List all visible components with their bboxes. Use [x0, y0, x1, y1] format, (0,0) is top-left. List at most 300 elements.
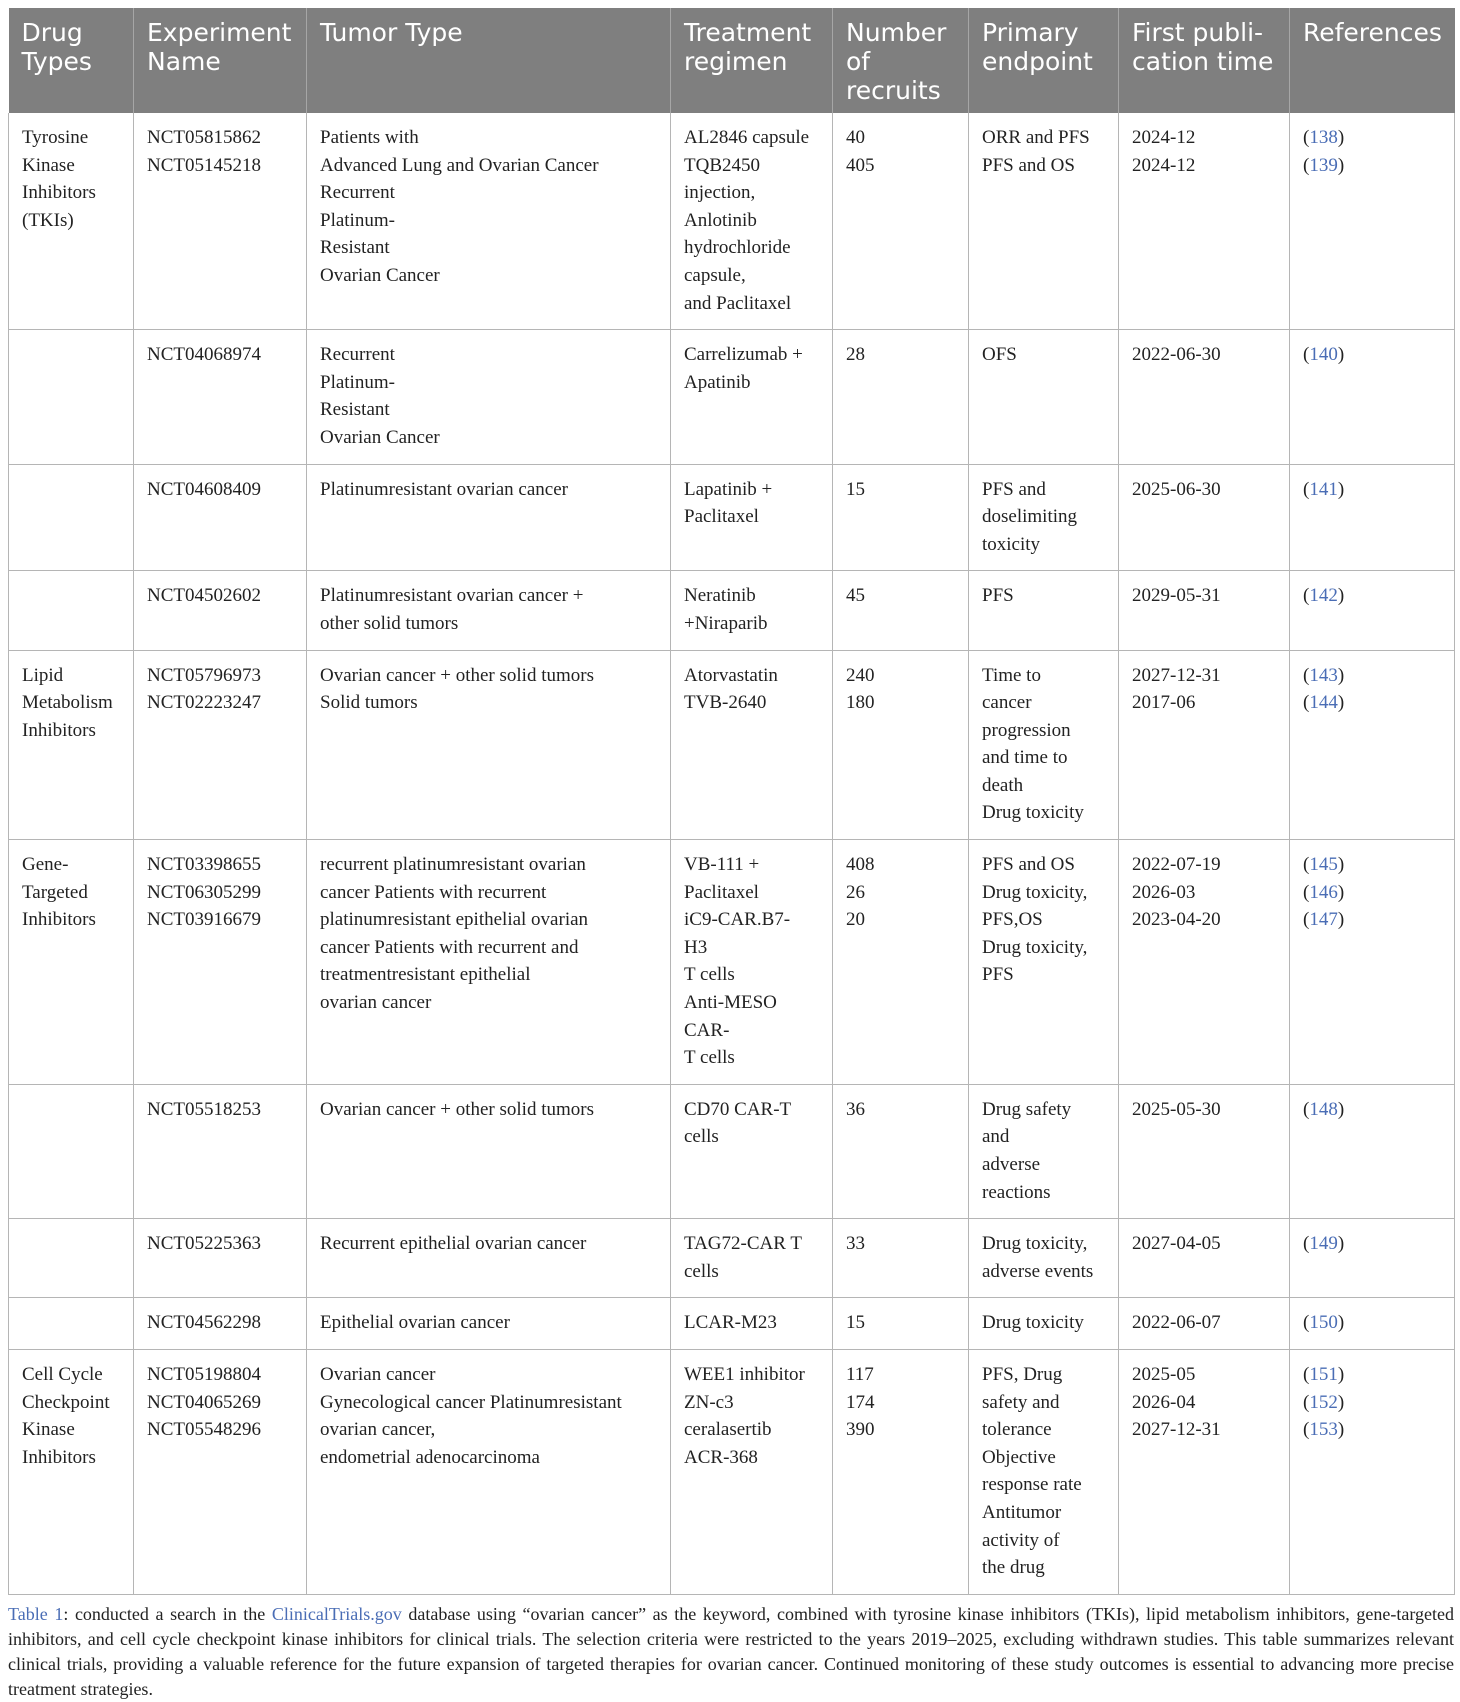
cell-text: OFS — [982, 344, 1017, 366]
column-header-text: of — [846, 47, 871, 76]
cell-text: Anlotinib — [684, 209, 757, 231]
cell-text: platinumresistant epithelial ovarian — [320, 909, 589, 931]
cell-text: 174 — [846, 1391, 875, 1413]
cell-text: Drug toxicity — [982, 1312, 1084, 1334]
cell-text: 2026-04 — [1132, 1391, 1196, 1413]
references-cell — [1290, 330, 1455, 464]
cell-text: Drug safety — [982, 1098, 1072, 1120]
cell-text: capsule, — [684, 264, 746, 286]
publication-time-cell — [1119, 1084, 1290, 1218]
table-row — [9, 1349, 1455, 1594]
cell-text: 2024-12 — [1132, 154, 1196, 176]
cell-text: +Niraparib — [684, 612, 768, 634]
table-container — [8, 8, 1454, 1702]
cell-text: H3 — [684, 936, 708, 958]
reference-link[interactable]: 149 — [1309, 1233, 1338, 1255]
cell-text: 2023-04-20 — [1132, 909, 1221, 931]
treatment-regimen-cell — [671, 1219, 833, 1298]
column-header-text: References — [1303, 18, 1442, 47]
cell-text: 240 — [846, 664, 875, 686]
cell-text: NCT03398655 — [147, 854, 261, 876]
cell-text: Objective — [982, 1446, 1056, 1468]
tumor-type-cell — [307, 1349, 671, 1594]
cell-text: ovarian cancer, — [320, 1419, 436, 1441]
experiment-name-cell — [134, 650, 307, 840]
table-row — [9, 1219, 1455, 1298]
reference-entry: (151) — [1303, 1363, 1345, 1385]
tumor-type-cell — [307, 464, 671, 571]
reference-link[interactable]: 151 — [1309, 1363, 1338, 1385]
cell-text: Resistant — [320, 237, 390, 259]
reference-link[interactable]: 144 — [1309, 692, 1338, 714]
cell-text: CAR- — [684, 1019, 730, 1041]
table-caption — [8, 1602, 1454, 1702]
publication-time-cell — [1119, 840, 1290, 1085]
reference-entry: (142) — [1303, 585, 1345, 607]
cell-text: VB-111 + — [684, 854, 760, 876]
cell-text: PFS — [982, 964, 1014, 986]
cell-text: 2029-05-31 — [1132, 585, 1221, 607]
cell-text: Ovarian cancer — [320, 1363, 436, 1385]
recruits-cell — [833, 1084, 969, 1218]
reference-link[interactable]: 138 — [1309, 127, 1338, 148]
tumor-type-cell — [307, 1298, 671, 1350]
column-header-text: Number — [846, 18, 947, 47]
cell-text: 2025-06-30 — [1132, 478, 1221, 500]
column-header-text: endpoint — [982, 47, 1093, 76]
cell-text: 117 — [846, 1363, 874, 1385]
primary-endpoint-cell — [969, 1298, 1119, 1350]
reference-link[interactable]: 145 — [1309, 854, 1338, 876]
column-header-drug-types — [9, 8, 134, 113]
cell-text: AL2846 capsule — [684, 127, 810, 148]
publication-time-cell — [1119, 650, 1290, 840]
reference-entry: (148) — [1303, 1098, 1345, 1120]
cell-text: Gene- — [22, 854, 69, 876]
cell-text: TQB2450 — [684, 154, 760, 176]
cell-text: Lipid — [22, 664, 64, 686]
reference-entry: (153) — [1303, 1419, 1345, 1441]
cell-text: 2024-12 — [1132, 127, 1196, 148]
cell-text: and time to — [982, 747, 1068, 769]
primary-endpoint-cell — [969, 113, 1119, 330]
cell-text: Inhibitors — [22, 182, 96, 204]
cell-text: doselimiting — [982, 506, 1077, 528]
experiment-name-cell — [134, 113, 307, 330]
cell-text: 2027-12-31 — [1132, 664, 1221, 686]
reference-link[interactable]: 152 — [1309, 1391, 1338, 1413]
cell-text: Epithelial ovarian cancer — [320, 1312, 510, 1334]
cell-text: Metabolism — [22, 692, 113, 714]
column-header-text: cation time — [1132, 47, 1274, 76]
column-header-tumor-type — [307, 8, 671, 113]
tumor-type-cell — [307, 650, 671, 840]
recruits-cell — [833, 330, 969, 464]
cell-text: Atorvastatin — [684, 664, 778, 686]
cell-text: adverse — [982, 1154, 1041, 1175]
cell-text: Drug toxicity, — [982, 881, 1088, 903]
references-cell — [1290, 1298, 1455, 1350]
cell-text: Recurrent epithelial ovarian cancer — [320, 1233, 587, 1255]
cell-text: 2025-05 — [1132, 1363, 1196, 1385]
references-cell — [1290, 650, 1455, 840]
column-header-text: recruits — [846, 76, 941, 105]
drug-type-cell — [9, 330, 134, 464]
cell-text: 40 — [846, 127, 865, 148]
cell-text: 180 — [846, 692, 875, 714]
cell-text: cancer Patients with recurrent and — [320, 936, 579, 958]
cell-text: 15 — [846, 478, 865, 500]
cell-text: LCAR-M23 — [684, 1312, 777, 1334]
cell-text: NCT03916679 — [147, 909, 261, 931]
cell-text: Patients with — [320, 127, 419, 148]
cell-text: the drug — [982, 1557, 1045, 1579]
primary-endpoint-cell — [969, 840, 1119, 1085]
caption-label[interactable]: Table 1 — [8, 1603, 64, 1624]
cell-text: TAG72-CAR T — [684, 1233, 802, 1255]
reference-link[interactable]: 153 — [1309, 1419, 1338, 1441]
cell-text: CD70 CAR-T — [684, 1098, 792, 1120]
publication-time-cell — [1119, 1349, 1290, 1594]
cell-text: ceralasertib — [684, 1419, 772, 1441]
cell-text: 28 — [846, 344, 865, 366]
cell-text: response rate — [982, 1474, 1082, 1496]
cell-text: NCT04562298 — [147, 1312, 261, 1334]
cell-text: NCT05198804 — [147, 1363, 261, 1385]
experiment-name-cell — [134, 464, 307, 571]
reference-entry: (144) — [1303, 692, 1345, 714]
column-header-text: regimen — [684, 47, 788, 76]
recruits-cell — [833, 840, 969, 1085]
cell-text: Inhibitors — [22, 719, 96, 741]
table-row — [9, 650, 1455, 840]
recruits-cell — [833, 1349, 969, 1594]
drug-type-cell — [9, 650, 134, 840]
reference-entry: (143) — [1303, 664, 1345, 686]
reference-link[interactable]: 150 — [1309, 1312, 1338, 1334]
cell-text: Gynecological cancer Platinumresistant — [320, 1391, 622, 1413]
cell-text: Targeted — [22, 881, 88, 903]
references-cell — [1290, 464, 1455, 571]
cell-text: Platinumresistant ovarian cancer — [320, 478, 568, 500]
treatment-regimen-cell — [671, 1298, 833, 1350]
cell-text: NCT02223247 — [147, 692, 261, 714]
caption-text-after-link: database using “ovarian cancer” as the keyword, combined with tyrosine kinase inhibitors (TKIs), lipid metabolism inhibitors, gene-targeted inhibitors, and cell cycle checkpoint kinase inhibitors for clinical trials. The selection criteria were restricted to the years 2019–2025, excluding withdrawn studies. This table summarizes relevant clinical trials, providing a valuable reference for the future expansion of targeted therapies for ovarian cancer. Continued monitoring of these study outcomes is essential to advancing more precise treatment strategies. — [8, 1603, 1454, 1699]
table-body — [9, 113, 1455, 1594]
cell-text: cancer Patients with recurrent — [320, 881, 547, 903]
table-row — [9, 1084, 1455, 1218]
references-cell — [1290, 571, 1455, 650]
cell-text: Platinum- — [320, 371, 395, 393]
recruits-cell — [833, 650, 969, 840]
reference-link[interactable]: 140 — [1309, 344, 1338, 366]
cell-text: NCT06305299 — [147, 881, 261, 903]
tumor-type-cell — [307, 330, 671, 464]
cell-text: Drug toxicity — [982, 802, 1084, 824]
cell-text: treatmentresistant epithelial — [320, 964, 531, 986]
reference-entry: (141) — [1303, 478, 1345, 500]
treatment-regimen-cell — [671, 1084, 833, 1218]
cell-text: (TKIs) — [22, 209, 74, 231]
cell-text: Platinumresistant ovarian cancer + — [320, 585, 584, 607]
reference-entry: (149) — [1303, 1233, 1345, 1255]
cell-text: Checkpoint — [22, 1391, 110, 1413]
publication-time-cell — [1119, 330, 1290, 464]
drug-type-cell — [9, 571, 134, 650]
reference-entry: (140) — [1303, 344, 1345, 366]
recruits-cell — [833, 113, 969, 330]
primary-endpoint-cell — [969, 1084, 1119, 1218]
cell-text: ORR and PFS — [982, 127, 1090, 148]
tumor-type-cell — [307, 113, 671, 330]
recruits-cell — [833, 571, 969, 650]
reference-entry: (150) — [1303, 1312, 1345, 1334]
cell-text: Time to — [982, 664, 1041, 686]
cell-text: toxicity — [982, 533, 1041, 555]
reference-entry: (152) — [1303, 1391, 1345, 1413]
cell-text: PFS and OS — [982, 154, 1075, 176]
cell-text: Cell Cycle — [22, 1363, 103, 1385]
column-header-number-of-recruits — [833, 8, 969, 113]
treatment-regimen-cell — [671, 113, 833, 330]
cell-text: Drug toxicity, — [982, 936, 1088, 958]
cell-text: NCT05225363 — [147, 1233, 261, 1255]
experiment-name-cell — [134, 1349, 307, 1594]
reference-link[interactable]: 143 — [1309, 664, 1338, 686]
cell-text: ACR-368 — [684, 1446, 758, 1468]
publication-time-cell — [1119, 1219, 1290, 1298]
primary-endpoint-cell — [969, 650, 1119, 840]
treatment-regimen-cell — [671, 840, 833, 1085]
experiment-name-cell — [134, 1298, 307, 1350]
tumor-type-cell — [307, 840, 671, 1085]
references-cell — [1290, 1219, 1455, 1298]
primary-endpoint-cell — [969, 1349, 1119, 1594]
drug-type-cell — [9, 1219, 134, 1298]
cell-text: Advanced Lung and Ovarian Cancer — [320, 154, 599, 176]
cell-text: cancer — [982, 692, 1032, 714]
cell-text: ovarian cancer — [320, 992, 432, 1014]
cell-text: 2027-04-05 — [1132, 1233, 1221, 1255]
table-row — [9, 1298, 1455, 1350]
cell-text: T cells — [684, 1047, 735, 1069]
experiment-name-cell — [134, 571, 307, 650]
drug-type-cell — [9, 464, 134, 571]
cell-text: hydrochloride — [684, 237, 791, 259]
column-header-text: Drug — [21, 18, 83, 47]
cell-text: Lapatinib + — [684, 478, 773, 500]
primary-endpoint-cell — [969, 571, 1119, 650]
cell-text: 2022-07-19 — [1132, 854, 1221, 876]
cell-text: cells — [684, 1260, 719, 1282]
cell-text: NCT04065269 — [147, 1391, 261, 1413]
table-row — [9, 464, 1455, 571]
cell-text: Kinase — [22, 1419, 75, 1441]
cell-text: 2025-05-30 — [1132, 1098, 1221, 1120]
cell-text: TVB-2640 — [684, 692, 767, 714]
cell-text: Apatinib — [684, 371, 751, 393]
drug-type-cell — [9, 1349, 134, 1594]
cell-text: NCT04608409 — [147, 478, 261, 500]
column-header-treatment-regimen — [671, 8, 833, 113]
cell-text: Tyrosine — [22, 127, 89, 148]
cell-text: NCT04068974 — [147, 344, 261, 366]
cell-text: endometrial adenocarcinoma — [320, 1446, 540, 1468]
reference-link[interactable]: 147 — [1309, 909, 1338, 931]
cell-text: 2017-06 — [1132, 692, 1196, 714]
cell-text: Inhibitors — [22, 1446, 96, 1468]
experiment-name-cell — [134, 330, 307, 464]
cell-text: Paclitaxel — [684, 881, 759, 903]
cell-text: reactions — [982, 1181, 1051, 1203]
primary-endpoint-cell — [969, 330, 1119, 464]
column-header-text: Tumor Type — [320, 18, 463, 47]
reference-entry: (145) — [1303, 854, 1345, 876]
cell-text: injection, — [684, 182, 756, 204]
drug-type-cell — [9, 1084, 134, 1218]
table-row — [9, 571, 1455, 650]
column-header-primary-endpoint — [969, 8, 1119, 113]
cell-text: 33 — [846, 1233, 865, 1255]
cell-text: 2026-03 — [1132, 881, 1196, 903]
cell-text: 45 — [846, 585, 865, 607]
reference-link[interactable]: 146 — [1309, 881, 1338, 903]
cell-text: Solid tumors — [320, 692, 418, 714]
cell-text: Paclitaxel — [684, 506, 759, 528]
treatment-regimen-cell — [671, 650, 833, 840]
column-header-references — [1290, 8, 1455, 113]
cell-text: 2027-12-31 — [1132, 1419, 1221, 1441]
reference-link[interactable]: 141 — [1309, 478, 1338, 500]
tumor-type-cell — [307, 1084, 671, 1218]
cell-text: and — [982, 1126, 1010, 1148]
treatment-regimen-cell — [671, 1349, 833, 1594]
cell-text: 26 — [846, 881, 865, 903]
column-header-text: First publi- — [1132, 18, 1264, 47]
cell-text: Antitumor — [982, 1501, 1062, 1523]
table-row — [9, 113, 1455, 330]
cell-text: 2022-06-07 — [1132, 1312, 1221, 1334]
cell-text: 390 — [846, 1419, 875, 1441]
column-header-text: Primary — [982, 18, 1079, 47]
cell-text: Platinum- — [320, 209, 395, 231]
reference-link[interactable]: 142 — [1309, 585, 1338, 607]
cell-text: adverse events — [982, 1260, 1094, 1282]
references-cell — [1290, 1349, 1455, 1594]
cell-text: 36 — [846, 1098, 865, 1120]
table-header-row — [9, 8, 1455, 113]
tumor-type-cell — [307, 571, 671, 650]
publication-time-cell — [1119, 1298, 1290, 1350]
reference-entry: (139) — [1303, 154, 1345, 176]
column-header-first-publication-time — [1119, 8, 1290, 113]
publication-time-cell — [1119, 113, 1290, 330]
recruits-cell — [833, 1219, 969, 1298]
cell-text: tolerance — [982, 1419, 1052, 1441]
references-cell — [1290, 1084, 1455, 1218]
cell-text: NCT05518253 — [147, 1098, 261, 1120]
caption-text-before-link: : conducted a search in the — [63, 1603, 272, 1624]
recruits-cell — [833, 1298, 969, 1350]
cell-text: T cells — [684, 964, 735, 986]
cell-text: Ovarian Cancer — [320, 264, 440, 286]
primary-endpoint-cell — [969, 464, 1119, 571]
cell-text: NCT05815862 — [147, 127, 261, 148]
column-header-text: Types — [21, 47, 92, 76]
treatment-regimen-cell — [671, 464, 833, 571]
column-header-text: Treatment — [684, 18, 812, 47]
experiment-name-cell — [134, 1219, 307, 1298]
cell-text: Recurrent — [320, 182, 395, 204]
cell-text: Kinase — [22, 154, 75, 176]
cell-text: Drug toxicity, — [982, 1233, 1088, 1255]
cell-text: progression — [982, 719, 1071, 741]
cell-text: Ovarian cancer + other solid tumors — [320, 664, 594, 686]
cell-text: NCT04502602 — [147, 585, 261, 607]
cell-text: ZN-c3 — [684, 1391, 734, 1413]
cell-text: Ovarian cancer + other solid tumors — [320, 1098, 594, 1120]
cell-text: WEE1 inhibitor — [684, 1363, 805, 1385]
cell-text: recurrent platinumresistant ovarian — [320, 854, 586, 876]
cell-text: death — [982, 774, 1024, 796]
cell-text: Inhibitors — [22, 909, 96, 931]
column-header-experiment-name — [134, 8, 307, 113]
cell-text: 408 — [846, 854, 875, 876]
recruits-cell — [833, 464, 969, 571]
cell-text: iC9-CAR.B7- — [684, 909, 791, 931]
cell-text: activity of — [982, 1529, 1060, 1551]
treatment-regimen-cell — [671, 571, 833, 650]
reference-entry: (147) — [1303, 909, 1345, 931]
cell-text: PFS — [982, 585, 1014, 607]
column-header-text: Experiment — [147, 18, 292, 47]
cell-text: Resistant — [320, 399, 390, 421]
drug-type-cell — [9, 113, 134, 330]
reference-link[interactable]: 148 — [1309, 1098, 1338, 1120]
experiment-name-cell — [134, 840, 307, 1085]
drug-type-cell — [9, 1298, 134, 1350]
cell-text: NCT05796973 — [147, 664, 261, 686]
references-cell — [1290, 113, 1455, 330]
primary-endpoint-cell — [969, 1219, 1119, 1298]
publication-time-cell — [1119, 571, 1290, 650]
cell-text: 2022-06-30 — [1132, 344, 1221, 366]
cell-text: PFS and OS — [982, 854, 1075, 876]
table-row — [9, 840, 1455, 1085]
reference-link[interactable]: 139 — [1309, 154, 1338, 176]
clinicaltrials-link[interactable]: ClinicalTrials.gov — [271, 1603, 402, 1624]
cell-text: 15 — [846, 1312, 865, 1334]
cell-text: other solid tumors — [320, 612, 459, 634]
cell-text: Recurrent — [320, 344, 395, 366]
cell-text: PFS, Drug — [982, 1363, 1063, 1385]
cell-text: 405 — [846, 154, 875, 176]
cell-text: Ovarian Cancer — [320, 426, 440, 448]
table-row — [9, 330, 1455, 464]
cell-text: PFS,OS — [982, 909, 1043, 931]
cell-text: 20 — [846, 909, 865, 931]
references-cell — [1290, 840, 1455, 1085]
publication-time-cell — [1119, 464, 1290, 571]
cell-text: cells — [684, 1126, 719, 1148]
reference-entry: (138) — [1303, 127, 1345, 148]
cell-text: NCT05145218 — [147, 154, 261, 176]
cell-text: Anti-MESO — [684, 992, 777, 1014]
treatment-regimen-cell — [671, 330, 833, 464]
tumor-type-cell — [307, 1219, 671, 1298]
experiment-name-cell — [134, 1084, 307, 1218]
drug-type-cell — [9, 840, 134, 1085]
